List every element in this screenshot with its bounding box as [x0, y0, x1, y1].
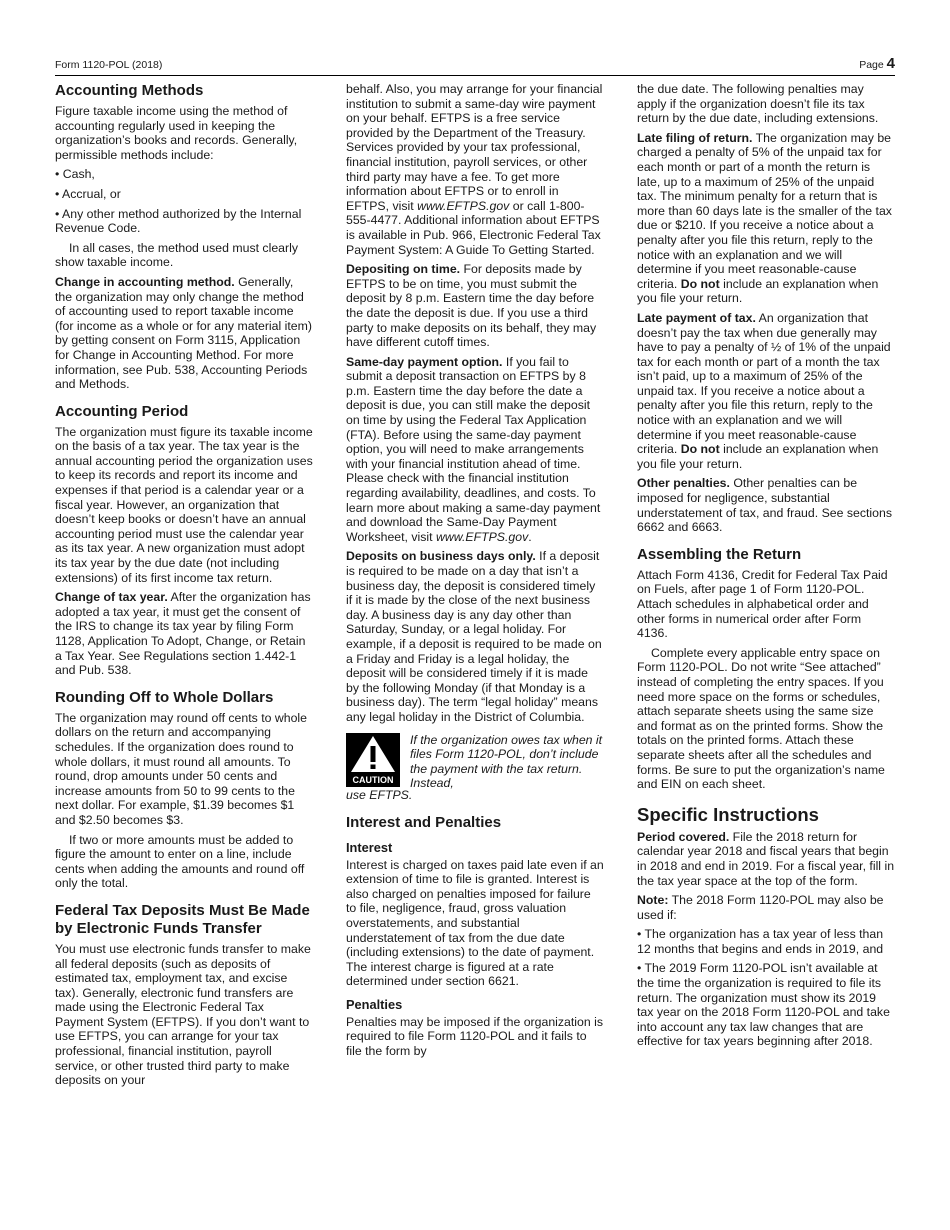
paragraph-note: Note: The 2018 Form 1120-POL may also be used if: [637, 893, 884, 922]
paragraph-other-penalties: Other penalties. Other penalties can be imposed for negligence, substantial understatement of tax, and fraud. See sections 6662 and 6663. [637, 476, 892, 535]
eftps-link-text: www.EFTPS.gov [417, 198, 510, 213]
paragraph-depositing-on-time: Depositing on time. For deposits made by EFTPS to be on time, you must submit the deposit by 8 p.m. Eastern time the day before the date the deposit is due. If you use a third party to make deposits on its behalf, they may have different cutoff times. [346, 262, 597, 350]
paragraph-change-accounting-method: Change in accounting method. Generally, the organization may only change the method of accounting used to report taxable income (for income as a whole or for any material item) by getting consent on Form 3115, Application for Change in Accounting Method. For more information, see Pub. 538, Accounting Periods and Methods. [55, 274, 312, 392]
paragraph: Penalties may be imposed if the organization is required to file Form 1120-POL and it fails to file the form by [346, 1014, 604, 1059]
paragraph: You must use electronic funds transfer to make all federal deposits (such as deposits of estimated tax, employment tax, and excise tax). Generally, electronic fund transfers are made using the Electronic Federal Tax Payment System (EFTPS). If you don’t want to use EFTPS, you can arrange for your tax professional, financial institution, payroll service, or other trusted third party to make deposits on your [55, 941, 311, 1088]
bullet-item: • Cash, [55, 167, 95, 182]
heading-accounting-period: Accounting Period [55, 402, 189, 420]
heading-rounding: Rounding Off to Whole Dollars [55, 688, 274, 706]
heading-interest-penalties: Interest and Penalties [346, 813, 502, 831]
column-left [55, 82, 313, 1093]
paragraph-late-payment: Late payment of tax. An organization that doesn’t pay the tax when due generally may have to pay a penalty of ½ of 1% of the unpaid tax for each month or part of a month the tax isn’t paid, up to a maximum of 25% of the unpaid tax. If you receive a notice about a penalty after you file this return, reply to the notice with an explanation and we will determine if you meet reasonable-cause criteria. Do not include an explanation when you file your return. [637, 310, 891, 471]
heading-assembling-return: Assembling the Return [637, 545, 802, 563]
caution-text: If the organization owes tax when it files Form 1120-POL, don’t include the payment with the tax return. Instead, [410, 732, 603, 791]
bullet-item: • The 2019 Form 1120-POL isn’t available at the time the organization is required to file its return. The organization must show its 2019 tax year on the 2018 Form 1120-POL and take into account any tax law changes that are effective for tax years beginning after 2018. [637, 961, 890, 1049]
paragraph-change-tax-year: Change of tax year. After the organization has adopted a tax year, it must get the consent of the IRS to change its tax year by filing Form 1128, Application To Adopt, Change, or Retain a Tax Year. See Regulations section 1.442-1 and Pub. 538. [55, 590, 311, 678]
heading-federal-tax-deposits: Federal Tax Deposits Must Be Made by Electronic Funds Transfer [55, 901, 310, 937]
page-header [55, 55, 895, 76]
bullet-item: • Any other method authorized by the Internal Revenue Code. [55, 206, 302, 236]
column-right [637, 82, 895, 1054]
paragraph: Attach Form 4136, Credit for Federal Tax Paid on Fuels, after page 1 of Form 1120-POL. Attach schedules in alphabetical order and other forms in numerical order after Form 4136. [637, 567, 888, 641]
paragraph-eftps: behalf. Also, you may arrange for your financial institution to submit a same-day wire payment on your behalf. EFTPS is a free service provided by the Department of the Treasury. Services provided by your tax professional, financial institution, payroll services, or other third party may have a fee. To get more information about EFTPS or to enroll in EFTPS, visit www.EFTPS.gov or call 1-800-555-4477. Additional information about EFTPS is available in Pub. 966, Electronic Federal Tax Payment System: A Guide To Getting Started. [346, 82, 603, 257]
paragraph: Figure taxable income using the method of accounting regularly used in keeping the organization’s books and records. Generally, permissible methods include: [55, 104, 298, 162]
bullet-item: • The organization has a tax year of less than 12 months that begins and ends in 2019, and [637, 927, 884, 956]
caution-text-tail: use EFTPS. [346, 787, 413, 802]
paragraph-business-days: Deposits on business days only. If a deposit is required to be made on a day that isn’t a business day, the deposit is considered timely if it is made by the close of the next business day. A business day is any day other than Saturday, Sunday, or a legal holiday. For example, if a deposit is required to be made on a Friday and Friday is a legal holiday, the deposit will be considered timely if it is made by the following Monday (if that Monday is a business day). The term “legal holiday” means any legal holiday in the District of Columbia. [346, 549, 602, 724]
caution-notice [346, 733, 604, 803]
subheading-penalties: Penalties [346, 996, 403, 1012]
paragraph: Complete every applicable entry space on Form 1120-POL. Do not write “See attached” instead of completing the entry spaces. If you need more space on the forms or schedules, attach separate sheets using the same size and format as on the printed forms. Show the totals on the printed forms. Attach these separate sheets after all the schedules and forms. Be sure to put the organization’s name and EIN on each sheet. [637, 645, 885, 792]
paragraph: The organization must figure its taxable income on the basis of a tax year. The tax year is the annual accounting period the organization uses to keep its records and report its income and expenses if that period is a calendar year or a fiscal year. However, an organization that doesn’t keep books or doesn’t have an annual accounting period must use the calendar year as its tax year. A new organization must adopt its tax year by the due date (not including extensions) of its first income tax return. [55, 424, 313, 585]
paragraph-late-filing: Late filing of return. The organization may be charged a penalty of 5% of the unpaid tax for each month or part of a month the return is late, up to a maximum of 25% of the unpaid tax. The minimum penalty for a return that is more than 60 days late is the smaller of the tax due or $210. If you receive a notice about a penalty after you file this return, reply to the notice with an explanation and we will determine if you meet reasonable-cause criteria. Do not include an explanation when you file your return. [637, 130, 892, 306]
paragraph: Interest is charged on taxes paid late even if an extension of time to file is granted. Interest is also charged on penalties imposed for failure to file, negligence, fraud, gross valuation overstatements, and substantial understatement of tax from the due date (including extensions) to the date of payment. The interest charge is figured at a rate determined under section 6621. [346, 857, 604, 989]
page-number: Page 4 [859, 55, 895, 72]
paragraph-period-covered: Period covered. File the 2018 return for calendar year 2018 and fiscal years that begin in 2018 and end in 2019. For a fiscal year, fill in the tax year space at the top of the form. [637, 829, 895, 888]
form-identifier: Form 1120-POL (2018) [55, 59, 163, 71]
subheading-interest: Interest [346, 839, 393, 855]
paragraph: The organization may round off cents to whole dollars on the return and accompanying schedules. If the organization does round to whole dollars, it must round all amounts. To round, drop amounts under 50 cents and increase amounts from 50 to 99 cents to the next dollar. For example, $1.39 becomes $1 and $2.50 becomes $3. [55, 710, 308, 827]
caution-icon [346, 733, 400, 787]
paragraph: If two or more amounts must be added to figure the amount to enter on a line, include cents when adding the amounts and round off only the total. [55, 832, 305, 891]
paragraph: In all cases, the method used must clearly show taxable income. [55, 240, 298, 270]
bullet-item: • Accrual, or [55, 186, 121, 201]
heading-accounting-methods: Accounting Methods [55, 82, 204, 99]
paragraph: the due date. The following penalties may apply if the organization doesn’t file its tax return by the due date, including extensions. [637, 82, 879, 126]
eftps-link-text: www.EFTPS.gov [435, 529, 529, 544]
column-middle [346, 82, 604, 1064]
paragraph-same-day-payment: Same-day payment option. If you fail to submit a deposit transaction on EFTPS by 8 p.m. Eastern time the day before the date a deposit is due, you can still make the deposit on time by using the Federal Tax Application (FTA). Before using the same-day payment option, you will need to make arrangements with your financial institution ahead of time. Please check with the financial institution regarding availability, deadlines, and costs. To learn more about making a same-day payment and download the Same-Day Payment Worksheet, visit www.EFTPS.gov. [346, 354, 601, 544]
heading-specific-instructions: Specific Instructions [637, 803, 819, 825]
caution-label: CAUTION [352, 774, 394, 785]
